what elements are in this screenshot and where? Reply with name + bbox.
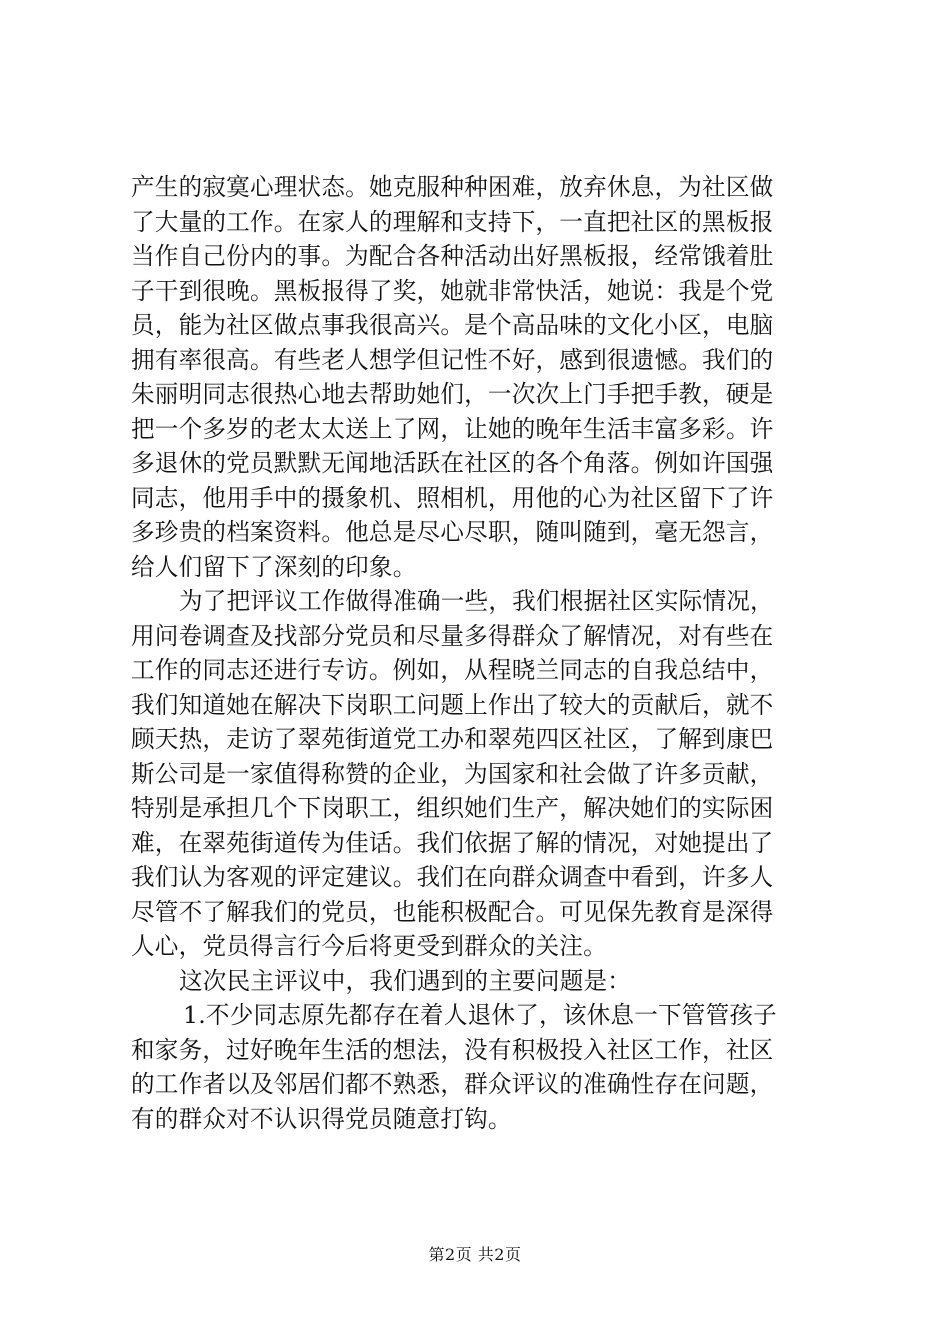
paragraph-1-line-4: 子干到很晚。黑板报得了奖，她就非常快活，她说：我是个党 — [131, 276, 774, 305]
paragraph-2-line-2: 用问卷调查及找部分党员和尽量多得群众了解情况，对有些在 — [131, 621, 774, 650]
paragraph-4-line-1: 1.不少同志原先都存在着人退休了，该休息一下管管孩子 — [183, 1001, 777, 1029]
paragraph-1-line-10: 同志，他用手中的摄象机、照相机，用他的心为社区留下了许 — [131, 483, 774, 512]
paragraph-1-line-11: 多珍贵的档案资料。他总是尽心尽职，随叫随到，毫无怨言， — [131, 518, 774, 546]
paragraph-1-line-7: 朱丽明同志很热心地去帮助她们，一次次上门手把手教，硬是 — [131, 380, 774, 408]
paragraph-4-line-4: 有的群众对不认识得党员随意打钩。 — [131, 1104, 512, 1133]
paragraph-2-line-10: 尽管不了解我们的党员，也能积极配合。可见保先教育是深得 — [131, 897, 774, 926]
document-body — [131, 170, 821, 1136]
paragraph-2-line-5: 顾天热，走访了翠苑街道党工办和翠苑四区社区，了解到康巴 — [131, 725, 774, 753]
paragraph-1-line-3: 当作自己份内的事。为配合各种活动出好黑板报，经常饿着肚 — [131, 242, 774, 270]
paragraph-2-line-6: 斯公司是一家值得称赞的企业，为国家和社会做了许多贡献， — [131, 759, 774, 788]
paragraph-2-line-3: 工作的同志还进行专访。例如，从程晓兰同志的自我总结中， — [131, 656, 774, 684]
paragraph-2-line-8: 难，在翠苑街道传为佳话。我们依据了解的情况，对她提出了 — [131, 828, 774, 857]
paragraph-2-line-4: 我们知道她在解决下岗职工问题上作出了较大的贡献后，就不 — [131, 690, 774, 719]
paragraph-1-line-5: 员，能为社区做点事我很高兴。是个高品味的文化小区，电脑 — [131, 311, 774, 339]
paragraph-1-line-9: 多退休的党员默默无闻地活跃在社区的各个角落。例如许国强 — [131, 449, 774, 477]
paragraph-1-line-8: 把一个多岁的老太太送上了网，让她的晚年生活丰富多彩。许 — [131, 414, 774, 443]
paragraph-4-line-3: 的工作者以及邻居们都不熟悉，群众评议的准确性存在问题， — [131, 1070, 774, 1098]
paragraph-2-line-9: 我们认为客观的评定建议。我们在向群众调查中看到，许多人 — [131, 863, 774, 891]
paragraph-1-line-6: 拥有率很高。有些老人想学但记性不好，感到很遗憾。我们的 — [131, 345, 774, 374]
paragraph-4-line-2: 和家务，过好晚年生活的想法，没有积极投入社区工作，社区 — [131, 1035, 774, 1064]
page-footer: 第2页 共2页 — [428, 1245, 522, 1264]
paragraph-3-line-1: 这次民主评议中，我们遇到的主要问题是： — [179, 966, 632, 995]
paragraph-1-line-1: 产生的寂寞心理状态。她克服种种困难，放弃休息，为社区做 — [131, 173, 774, 201]
paragraph-2-line-7: 特别是承担几个下岗职工，组织她们生产，解决她们的实际困 — [131, 794, 774, 822]
paragraph-1-line-12: 给人们留下了深刻的印象。 — [131, 552, 417, 581]
paragraph-1-line-2: 了大量的工作。在家人的理解和支持下，一直把社区的黑板报 — [131, 207, 774, 236]
paragraph-2-line-11: 人心，党员得言行今后将更受到群众的关注。 — [131, 932, 607, 960]
paragraph-2-line-1: 为了把评议工作做得准确一些，我们根据社区实际情况， — [179, 587, 774, 615]
